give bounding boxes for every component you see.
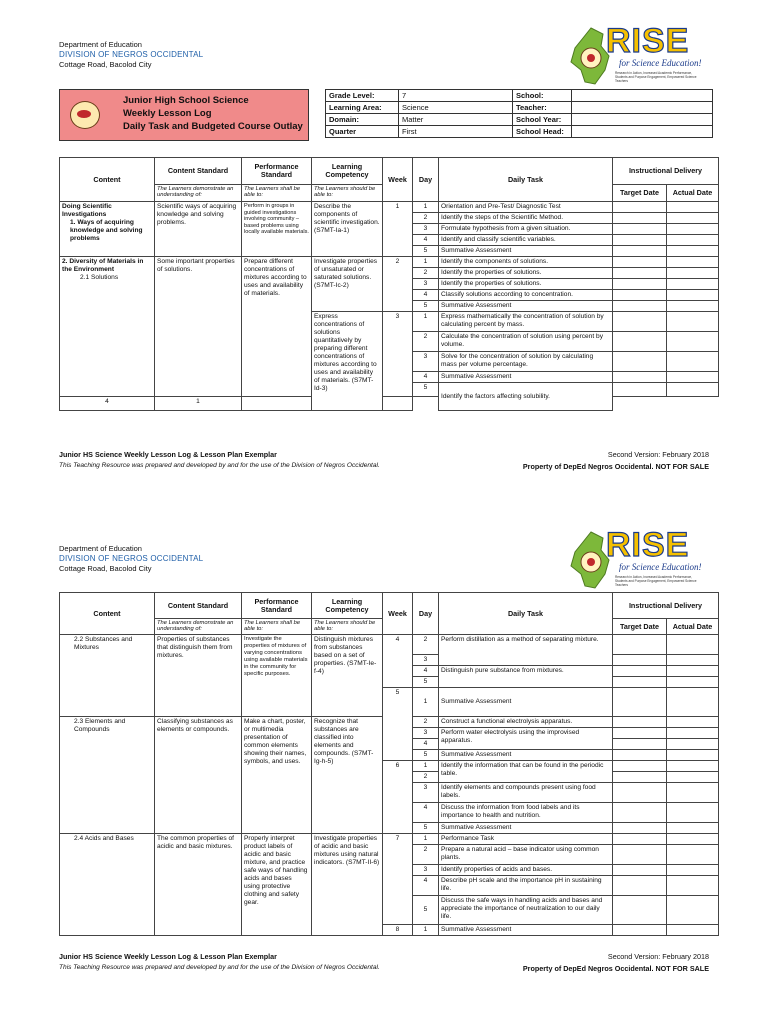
grade-label: Grade Level: bbox=[326, 90, 399, 102]
school-label: School: bbox=[513, 90, 572, 102]
task-cell: Classify solutions according to concentration. bbox=[439, 290, 613, 301]
task-cell: Identify and classify scientific variables. bbox=[439, 235, 613, 246]
week-cell: 5 bbox=[383, 688, 413, 761]
day-cell: 4 bbox=[413, 876, 439, 896]
quarter-value: First bbox=[399, 126, 513, 138]
col-content: Content bbox=[60, 158, 155, 202]
day-cell: 5 bbox=[413, 246, 439, 257]
head-value bbox=[572, 126, 713, 138]
col-competency-sub: The Learners should be able to: bbox=[312, 185, 383, 202]
content-cell bbox=[60, 257, 155, 397]
performance-cell: Make a chart, poster, or multimedia presentation of common elements showing their names, symbols, and uses. bbox=[242, 717, 312, 834]
col-day: Day bbox=[413, 593, 439, 635]
division-name: DIVISION OF NEGROS OCCIDENTAL bbox=[59, 50, 204, 59]
year-value bbox=[572, 114, 713, 126]
domain-value: Matter bbox=[399, 114, 513, 126]
title-line-1: Junior High School Science bbox=[123, 95, 249, 106]
task-cell: Identify the information that can be found in the periodic table. bbox=[439, 761, 613, 783]
task-cell: Identify elements and compounds present using food labels. bbox=[439, 783, 613, 803]
rise-fine-print: Research in Action, Increased Academic Performance, Students and Purpose Engagement, Empowered Science Teachers bbox=[615, 575, 697, 587]
day-cell: 4 bbox=[413, 235, 439, 246]
address: Cottage Road, Bacolod City bbox=[59, 564, 152, 573]
col-performance-sub: The Learners shall be able to: bbox=[242, 619, 312, 635]
day-cell: 3 bbox=[413, 352, 439, 372]
task-cell: Orientation and Pre-Test/ Diagnostic Test bbox=[439, 202, 613, 213]
col-delivery: Instructional Delivery bbox=[613, 158, 719, 185]
task-cell: Calculate the concentration of solution using percent by volume. bbox=[439, 332, 613, 352]
week-cell: 6 bbox=[383, 761, 413, 834]
task-cell: Summative Assessment bbox=[439, 246, 613, 257]
content-cell: 2.3 Elements and Compounds bbox=[60, 717, 155, 834]
title-line-2: Weekly Lesson Log bbox=[123, 108, 212, 119]
day-cell: 1 bbox=[413, 202, 439, 213]
org-header bbox=[59, 544, 203, 574]
day-cell: 3 bbox=[413, 279, 439, 290]
col-competency: Learning Competency bbox=[312, 593, 383, 619]
day-cell: 1 bbox=[413, 257, 439, 268]
footer-property: Property of DepEd Negros Occidental. NOT FOR SALE bbox=[522, 964, 709, 973]
rise-tagline: for Science Education! bbox=[619, 562, 702, 572]
performance-cell: Properly interpret product labels of acidic and basic mixture, and practice safe ways of handling acids and bases using protective clothing and safety gear. bbox=[242, 834, 312, 936]
rise-fine-print: Research in Action, Increased Academic Performance, Students and Purpose Engagement, Empowered Science Teachers bbox=[615, 71, 697, 83]
col-delivery: Instructional Delivery bbox=[613, 593, 719, 619]
standard-cell: Some important properties of solutions. bbox=[155, 257, 242, 397]
col-week: Week bbox=[383, 158, 413, 202]
week-cell: 4 bbox=[383, 635, 413, 688]
task-cell: Perform distillation as a method of separating mixture. bbox=[439, 635, 613, 666]
col-day: Day bbox=[413, 158, 439, 202]
day-cell: 1 bbox=[413, 925, 439, 936]
performance-cell: Prepare different concentrations of mixtures according to uses and availability of materials. bbox=[242, 257, 312, 397]
col-task: Daily Task bbox=[439, 158, 613, 202]
quarter-label: Quarter bbox=[326, 126, 399, 138]
area-value: Science bbox=[399, 102, 513, 114]
task-cell: Describe pH scale and the importance pH in sustaining life. bbox=[439, 876, 613, 896]
competency-cell: Describe the components of scientific investigation. (S7MT-Ia-1) bbox=[312, 202, 383, 257]
content-cell bbox=[60, 202, 155, 257]
head-label: School Head: bbox=[513, 126, 572, 138]
task-cell: Distinguish pure substance from mixtures. bbox=[439, 666, 613, 688]
division-name: DIVISION OF NEGROS OCCIDENTAL bbox=[59, 554, 204, 563]
content-title: 2. Diversity of Materials in the Environment bbox=[62, 258, 144, 273]
lesson-table-page-2 bbox=[59, 592, 719, 936]
day-cell: 2 bbox=[413, 717, 439, 728]
day-cell: 5 bbox=[413, 896, 439, 925]
col-target: Target Date bbox=[613, 619, 667, 635]
doc-title bbox=[123, 94, 303, 133]
col-performance: Performance Standard bbox=[242, 593, 312, 619]
performance-cell: Perform in groups in guided investigations involving community – based problems using locally available materials. bbox=[242, 202, 312, 257]
col-standard-sub: The Learners demonstrate an understanding of: bbox=[155, 185, 242, 202]
title-box bbox=[59, 89, 309, 141]
col-competency-sub: The Learners should be able to: bbox=[312, 619, 383, 635]
day-cell: 5 bbox=[413, 823, 439, 834]
day-cell: 4 bbox=[413, 803, 439, 823]
meta-table bbox=[325, 89, 713, 138]
footer-note: This Teaching Resource was prepared and developed by and for the use of the Division of Negros Occidental. bbox=[59, 462, 380, 469]
task-cell: Identify the properties of solutions. bbox=[439, 268, 613, 279]
day-cell: 1 bbox=[413, 688, 439, 717]
content-title: Doing Scientific Investigations bbox=[62, 203, 112, 218]
col-performance-sub: The Learners shall be able to: bbox=[242, 185, 312, 202]
performance-cell: Investigate the properties of mixtures of varying concentrations using available materials in the community for specific purposes. bbox=[242, 635, 312, 717]
day-cell: 1 bbox=[155, 397, 242, 411]
task-cell: Identify the factors affecting solubility. bbox=[439, 383, 613, 411]
day-cell: 1 bbox=[413, 761, 439, 772]
task-cell: Performance Task bbox=[439, 834, 613, 845]
competency-cell: Express concentrations of solutions quantitatively by preparing different concentrations of mixtures according to uses and availability of materials. (S7MT-Id-3) bbox=[312, 312, 383, 411]
week-cell: 1 bbox=[383, 202, 413, 257]
col-content: Content bbox=[60, 593, 155, 635]
org-header bbox=[59, 40, 203, 70]
col-standard: Content Standard bbox=[155, 158, 242, 185]
day-cell: 5 bbox=[413, 677, 439, 688]
week-cell: 2 bbox=[383, 257, 413, 312]
day-cell: 5 bbox=[413, 750, 439, 761]
day-cell: 3 bbox=[413, 728, 439, 739]
col-actual: Actual Date bbox=[667, 619, 719, 635]
competency-cell: Investigate properties of unsaturated or saturated solutions. (S7MT-Ic-2) bbox=[312, 257, 383, 312]
day-cell: 3 bbox=[413, 865, 439, 876]
col-standard: Content Standard bbox=[155, 593, 242, 619]
footer-property: Property of DepEd Negros Occidental. NOT FOR SALE bbox=[522, 462, 709, 471]
col-competency: Learning Competency bbox=[312, 158, 383, 185]
day-cell: 4 bbox=[413, 666, 439, 677]
page-1 bbox=[0, 0, 768, 506]
col-week: Week bbox=[383, 593, 413, 635]
day-cell: 2 bbox=[413, 213, 439, 224]
rise-wordmark: RISE bbox=[606, 22, 690, 60]
deped-seal-icon bbox=[70, 101, 100, 129]
day-cell: 1 bbox=[413, 312, 439, 332]
area-label: Learning Area: bbox=[326, 102, 399, 114]
day-cell: 3 bbox=[413, 224, 439, 235]
teacher-value bbox=[572, 102, 713, 114]
footer-title: Junior HS Science Weekly Lesson Log & Lesson Plan Exemplar bbox=[59, 450, 277, 459]
week-cell: 3 bbox=[383, 312, 413, 397]
task-cell: Summative Assessment bbox=[439, 750, 613, 761]
standard-cell: Properties of substances that distinguish them from mixtures. bbox=[155, 635, 242, 717]
task-cell: Perform water electrolysis using the improvised apparatus. bbox=[439, 728, 613, 750]
content-cell: 2.2 Substances and Mixtures bbox=[60, 635, 155, 717]
standard-cell: Classifying substances as elements or compounds. bbox=[155, 717, 242, 834]
standard-cell: Scientific ways of acquiring knowledge and solving problems. bbox=[155, 202, 242, 257]
dept-name: Department of Education bbox=[59, 40, 142, 49]
task-cell: Identify the properties of solutions. bbox=[439, 279, 613, 290]
footer-version: Second Version: February 2018 bbox=[607, 952, 709, 961]
col-task: Daily Task bbox=[439, 593, 613, 635]
task-cell: Solve for the concentration of solution by calculating mass per volume percentage. bbox=[439, 352, 613, 372]
teacher-label: Teacher: bbox=[513, 102, 572, 114]
day-cell: 2 bbox=[413, 845, 439, 865]
day-cell: 2 bbox=[413, 772, 439, 783]
footer-version: Second Version: February 2018 bbox=[607, 450, 709, 459]
day-cell: 1 bbox=[413, 834, 439, 845]
grade-value: 7 bbox=[399, 90, 513, 102]
domain-label: Domain: bbox=[326, 114, 399, 126]
lesson-table-page-1 bbox=[59, 157, 719, 411]
task-cell: Prepare a natural acid – base indicator using common plants. bbox=[439, 845, 613, 865]
day-cell: 4 bbox=[413, 372, 439, 383]
school-value bbox=[572, 90, 713, 102]
day-cell: 4 bbox=[413, 739, 439, 750]
content-cell: 2.4 Acids and Bases bbox=[60, 834, 155, 936]
task-cell: Summative Assessment bbox=[439, 301, 613, 312]
task-cell: Formulate hypothesis from a given situation. bbox=[439, 224, 613, 235]
task-cell: Express mathematically the concentration of solution by calculating percent by mass. bbox=[439, 312, 613, 332]
day-cell: 5 bbox=[413, 301, 439, 312]
col-actual: Actual Date bbox=[667, 185, 719, 202]
day-cell: 5 bbox=[413, 383, 439, 397]
task-cell: Identify the components of solutions. bbox=[439, 257, 613, 268]
dept-name: Department of Education bbox=[59, 544, 142, 553]
task-cell: Construct a functional electrolysis apparatus. bbox=[439, 717, 613, 728]
task-cell: Identify the steps of the Scientific Method. bbox=[439, 213, 613, 224]
year-label: School Year: bbox=[513, 114, 572, 126]
content-item: 1. Ways of acquiring knowledge and solving problems bbox=[70, 219, 143, 242]
task-cell: Summative Assessment bbox=[439, 823, 613, 834]
col-standard-sub: The Learners demonstrate an understanding of: bbox=[155, 619, 242, 635]
task-cell: Summative Assessment bbox=[439, 925, 613, 936]
standard-cell: The common properties of acidic and basic mixtures. bbox=[155, 834, 242, 936]
title-line-3: Daily Task and Budgeted Course Outlay bbox=[123, 121, 303, 132]
week-cell: 4 bbox=[60, 397, 155, 411]
col-performance: Performance Standard bbox=[242, 158, 312, 185]
rise-logo bbox=[561, 22, 711, 92]
page-2 bbox=[0, 505, 768, 1011]
rise-tagline: for Science Education! bbox=[619, 58, 702, 68]
content-item: 2.1 Solutions bbox=[80, 274, 119, 281]
rise-logo bbox=[561, 526, 711, 596]
day-cell: 3 bbox=[413, 783, 439, 803]
competency-cell: Distinguish mixtures from substances based on a set of properties. (S7MT-Ie-f-4) bbox=[312, 635, 383, 717]
task-cell: Summative Assessment bbox=[439, 688, 613, 717]
address: Cottage Road, Bacolod City bbox=[59, 60, 152, 69]
day-cell: 2 bbox=[413, 635, 439, 655]
task-cell: Summative Assessment bbox=[439, 372, 613, 383]
competency-cell: Investigate properties of acidic and basic mixtures using natural indicators. (S7MT-II-6) bbox=[312, 834, 383, 936]
rise-wordmark: RISE bbox=[606, 526, 690, 564]
day-cell: 3 bbox=[413, 655, 439, 666]
col-target: Target Date bbox=[613, 185, 667, 202]
competency-cell: Recognize that substances are classified into elements and compounds. (S7MT-Ig-h-5) bbox=[312, 717, 383, 834]
footer-title: Junior HS Science Weekly Lesson Log & Lesson Plan Exemplar bbox=[59, 952, 277, 961]
task-cell: Discuss the safe ways in handling acids and bases and appreciate the importance of neutralization to our daily life. bbox=[439, 896, 613, 925]
day-cell: 2 bbox=[413, 268, 439, 279]
week-cell: 8 bbox=[383, 925, 413, 936]
day-cell: 2 bbox=[413, 332, 439, 352]
week-cell: 7 bbox=[383, 834, 413, 925]
footer-note: This Teaching Resource was prepared and developed by and for the use of the Division of Negros Occidental. bbox=[59, 964, 380, 971]
task-cell: Discuss the information from food labels and its importance to health and nutrition. bbox=[439, 803, 613, 823]
day-cell: 4 bbox=[413, 290, 439, 301]
task-cell: Identify properties of acids and bases. bbox=[439, 865, 613, 876]
